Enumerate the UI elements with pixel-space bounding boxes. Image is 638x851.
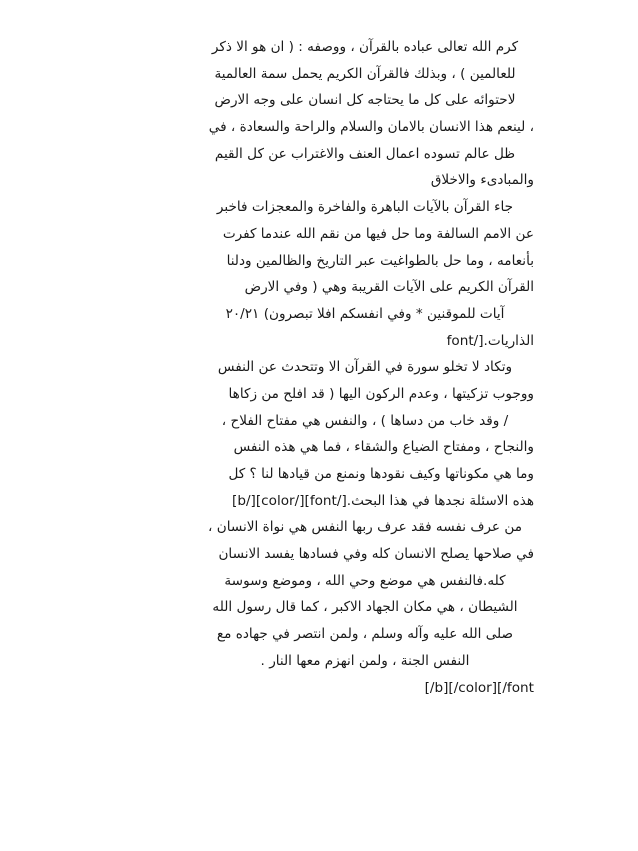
arabic-text-block	[196, 34, 534, 701]
text-line: آيات للموقنين * وفي انفسكم افلا تبصرون) ٢٠/٢١	[225, 305, 505, 322]
text-line: للعالمين ) ، وبذلك فالقرآن الكريم يحمل سمة العالمية	[214, 65, 516, 82]
text-line: ظل عالم تسوده اعمال العنف والاغتراب عن كل القيم	[214, 145, 516, 162]
text-line: الشيطان ، هي مكان الجهاد الاكبر ، كما قال رسول الله	[212, 599, 518, 616]
text-line: وتكاد لا تخلو سورة في القرآن الا وتتحدث عن النفس	[217, 359, 513, 376]
text-line: والمبادىء والاخلاق	[430, 172, 534, 189]
text-line: ووجوب تزكيتها ، وعدم الركون اليها ( قد افلح من زكاها	[228, 385, 534, 402]
text-line: القرآن الكريم على الآيات القريبة وهي ( وفي الارض	[244, 279, 534, 296]
text-line: [/b][/color][/font	[424, 679, 534, 696]
text-line: جاء القرآن بالآيات الباهرة والفاخرة والمعجزات فاخبر	[216, 199, 514, 216]
text-line: لاحتوائه على كل ما يحتاجه كل انسان على وجه الارض	[214, 92, 516, 109]
text-line: الذاريات.[/font	[446, 332, 534, 349]
text-line: كله.فالنفس هي موضع وحي الله ، وموضع وسوسة	[224, 572, 506, 589]
text-line: النفس الجنة ، ولمن انهزم معها النار .	[260, 652, 470, 669]
text-line: والنجاح ، ومفتاح الضياع والشقاء ، فما هي هذه النفس	[233, 439, 534, 456]
text-line: كرم الله تعالى عباده بالقرآن ، ووصفه : ( ان هو الا ذكر	[211, 39, 519, 55]
text-line: من عرف نفسه فقد عرف ربها النفس هي نواة الانسان ،	[208, 519, 522, 536]
text-line: وما هي مكوناتها وكيف نقودها ونمنع من قيادها لنا ؟ كل	[228, 466, 534, 482]
text-line: ، لينعم هذا الانسان بالامان والسلام والراحة والسعادة ، في	[208, 119, 534, 136]
text-line: عن الامم السالفة وما حل فيها من نقم الله عندما كفرت	[222, 225, 534, 242]
text-line: في صلاحها يصلح الانسان كله وفي فسادها يفسد الانسان	[218, 546, 534, 563]
text-line: صلى الله عليه وآله وسلم ، ولمن انتصر في جهاده مع	[216, 626, 514, 643]
text-line: / وقد خاب من دساها ) ، والنفس هي مفتاح الفلاح ،	[221, 412, 509, 429]
text-line: هذه الاسئلة نجدها في هذا البحث.[/font][/color][/b]	[232, 492, 534, 509]
text-line: بأنعامه ، وما حل بالطواغيت عبر التاريخ والظالمين ودلنا	[226, 252, 534, 269]
